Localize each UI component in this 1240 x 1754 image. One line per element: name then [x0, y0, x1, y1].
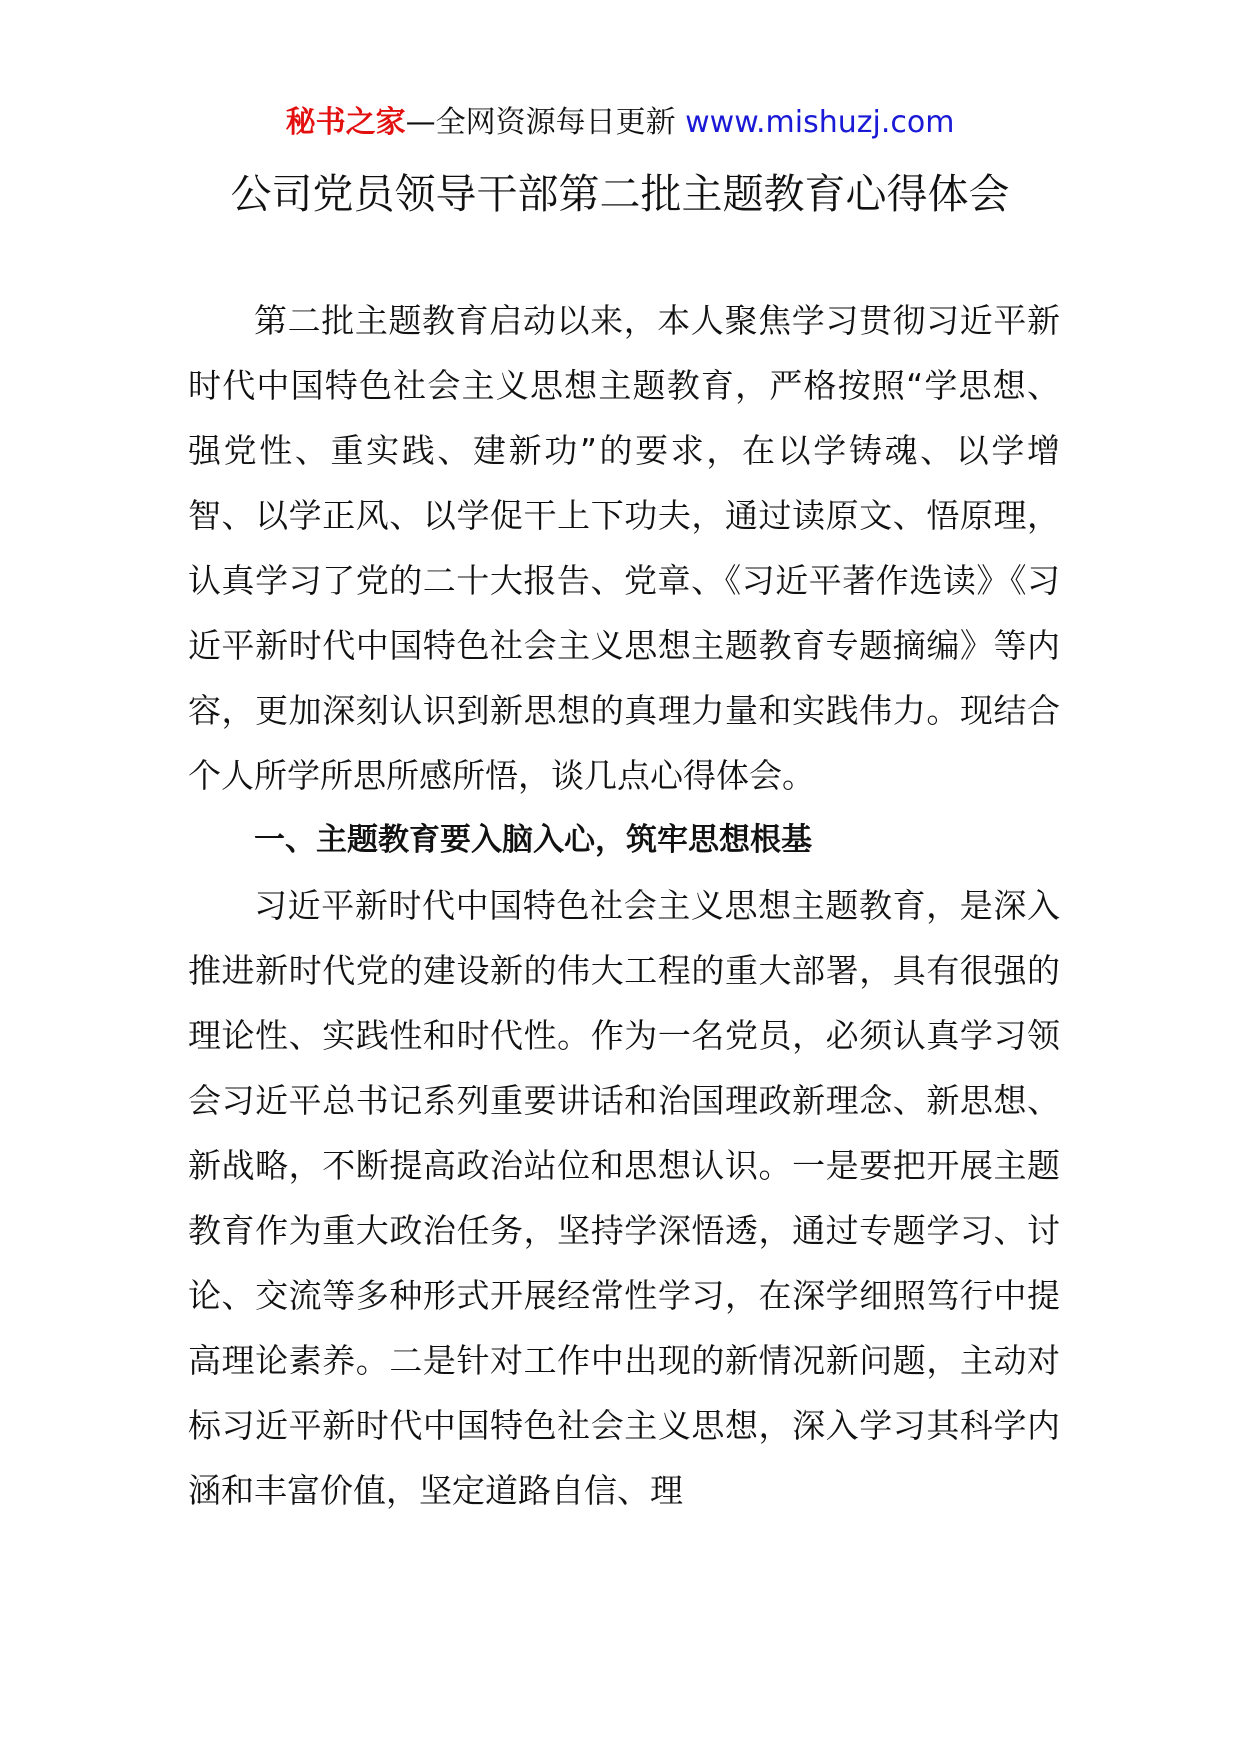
document-body	[188, 288, 1060, 1523]
section-heading: 一、主题教育要入脑入心，筑牢思想根基	[254, 822, 812, 858]
site-url-link[interactable]: www.mishuzj.com	[685, 105, 955, 140]
section-paragraph: 习近平新时代中国特色社会主义思想主题教育，是深入推进新时代党的建设新的伟大工程的重大部署，具有很强的理论性、实践性和时代性。作为一名党员，必须认真学习领会习近平总书记系列重要讲话和治国理政新理念、新思想、新战略，不断提高政治站位和思想认识。一是要把开展主题教育作为重大政治任务，坚持学深悟透，通过专题学习、讨论、交流等多种形式开展经常性学习，在深学细照笃行中提高理论素养。二是针对工作中出现的新情况新问题，主动对标习近平新时代中国特色社会主义思想，深入学习其科学内涵和丰富价值，坚定道路自信、理	[188, 886, 1060, 1510]
site-brand: 秘书之家	[285, 105, 406, 140]
site-tagline: —全网资源每日更新	[405, 105, 686, 140]
document-title: 公司党员领导干部第二批主题教育心得体会	[230, 170, 1010, 218]
site-banner	[0, 100, 1240, 146]
intro-paragraph: 第二批主题教育启动以来，本人聚焦学习贯彻习近平新时代中国特色社会主义思想主题教育，严格按照“学思想、强党性、重实践、建新功”的要求，在以学铸魂、以学增智、以学正风、以学促干上下功夫，通过读原文、悟原理，认真学习了党的二十大报告、党章、《习近平著作选读》《习近平新时代中国特色社会主义思想主题教育专题摘编》等内容，更加深刻认识到新思想的真理力量和实践伟力。现结合个人所学所思所感所悟，谈几点心得体会。	[188, 301, 1060, 795]
